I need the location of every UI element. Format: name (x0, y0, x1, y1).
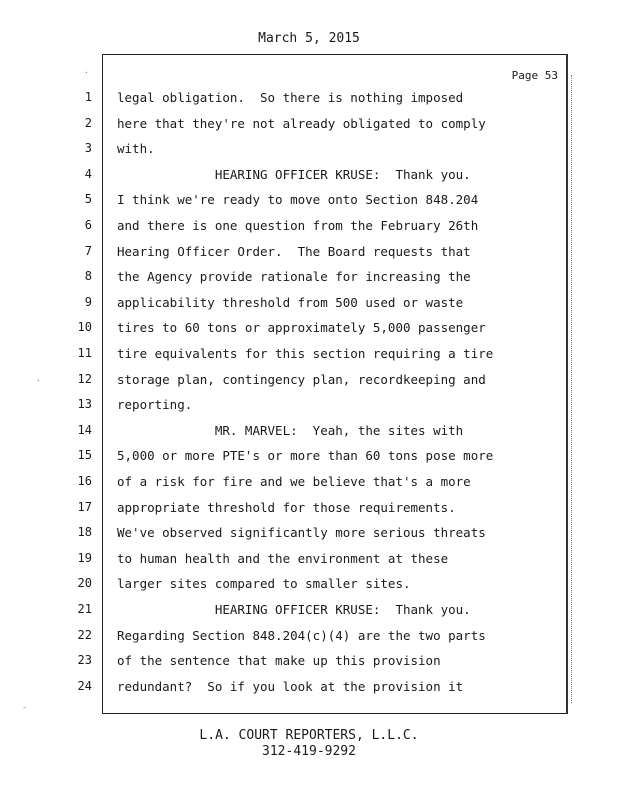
line-number: 12 (77, 371, 92, 386)
line-number: 15 (77, 448, 92, 463)
line-number: 5 (84, 192, 92, 207)
scan-mark: · (36, 376, 41, 385)
transcript-line: HEARING OFFICER KRUSE: Thank you. (117, 166, 471, 182)
transcript-line: Hearing Officer Order. The Board requests that (117, 243, 471, 259)
transcript-line: storage plan, contingency plan, recordkeeping and (117, 371, 486, 387)
line-number: 4 (84, 166, 92, 181)
line-number: 18 (77, 525, 92, 540)
line-number: 16 (77, 474, 92, 488)
transcript-line: the Agency provide rationale for increasing the (117, 269, 471, 285)
line-number: 14 (77, 422, 92, 437)
line-number: 22 (77, 627, 92, 642)
line-number: 11 (77, 346, 92, 360)
transcript-date: March 5, 2015 (258, 31, 360, 46)
scan-mark: · (84, 68, 89, 77)
line-number: 13 (77, 397, 92, 412)
transcript-line: HEARING OFFICER KRUSE: Thank you. (117, 602, 471, 617)
transcript-line: with. (117, 141, 155, 157)
line-number: 9 (84, 294, 92, 309)
transcript-line: appropriate threshold for those requirements. (117, 499, 456, 515)
transcript-line: to human health and the environment at these (117, 550, 449, 566)
transcript-line: larger sites compared to smaller sites. (117, 576, 411, 592)
transcript-line: here that they're not already obligated to comply (117, 115, 486, 131)
transcript-line: MR. MARVEL: Yeah, the sites with (117, 422, 464, 438)
line-number: 1 (84, 90, 92, 104)
transcript-line: We've observed significantly more serious threats (117, 525, 486, 541)
court-reporter-phone: 312-419-9292 (262, 744, 356, 759)
transcript-line: I think we're ready to move onto Section 848.204 (117, 192, 479, 208)
line-number: 8 (84, 269, 92, 284)
transcript-line: 5,000 or more PTE's or more than 60 tons pose more (117, 448, 494, 464)
transcript-line: of the sentence that make up this provision (117, 653, 441, 669)
line-number: 23 (77, 653, 92, 668)
line-number: 24 (77, 678, 92, 693)
transcript-line: tire equivalents for this section requiring a tire (117, 346, 494, 361)
line-number: 17 (77, 499, 92, 514)
court-reporter-name: L.A. COURT REPORTERS, L.L.C. (199, 728, 419, 743)
line-number: 2 (84, 115, 92, 130)
transcript-line: and there is one question from the February 26th (117, 218, 479, 233)
transcript-line: legal obligation. So there is nothing imposed (117, 90, 464, 105)
line-number: 21 (77, 602, 92, 616)
transcript-line: tires to 60 tons or approximately 5,000 passenger (117, 320, 486, 336)
page-number: Page 53 (511, 69, 558, 82)
transcript-line: reporting. (117, 397, 193, 413)
transcript-line: of a risk for fire and we believe that's a more (117, 474, 471, 489)
line-number: 3 (84, 141, 92, 156)
scan-mark: - (22, 703, 27, 712)
transcript-line: redundant? So if you look at the provision it (117, 678, 464, 694)
line-number: 7 (84, 243, 92, 258)
transcript-line: applicability threshold from 500 used or waste (117, 294, 464, 310)
line-number: 10 (77, 320, 92, 335)
margin-dotted-rule (571, 75, 572, 703)
line-number: 19 (77, 550, 92, 565)
line-number: 6 (84, 218, 92, 232)
line-number: 20 (77, 576, 92, 591)
transcript-line: Regarding Section 848.204(c)(4) are the two parts (117, 627, 486, 643)
